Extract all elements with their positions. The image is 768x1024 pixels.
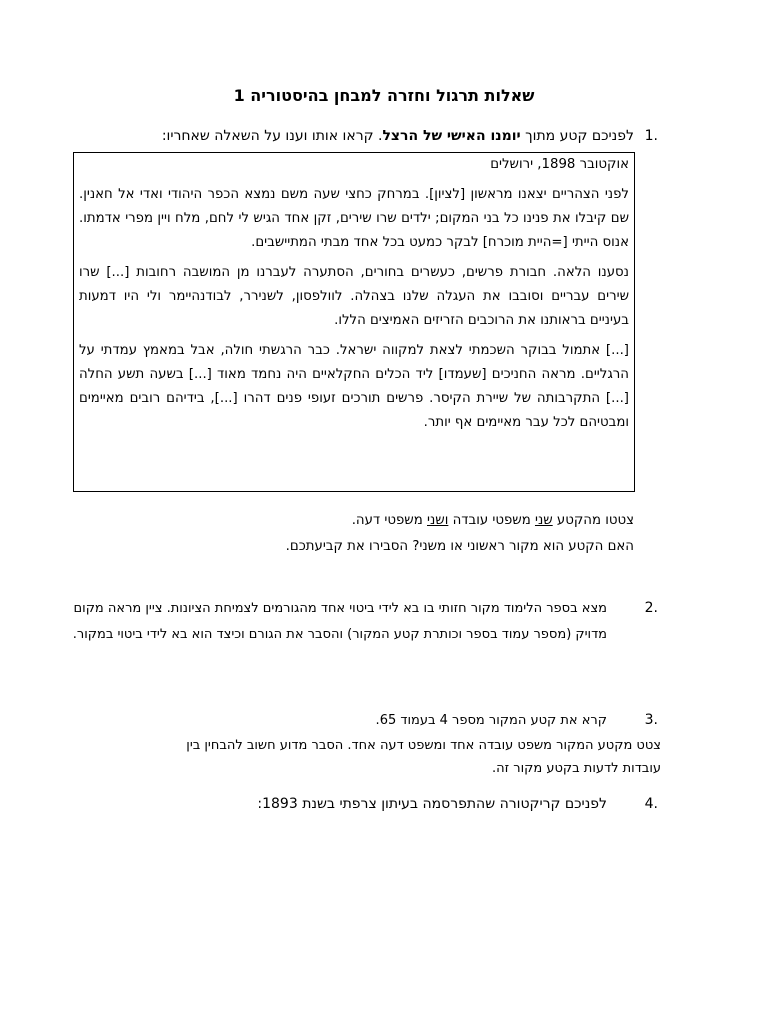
question-1-task-1 [352, 513, 634, 528]
question-3-number: 3. [644, 712, 658, 728]
question-4-number: 4. [644, 796, 658, 812]
task-text: משפטי דעה. [351, 513, 427, 528]
excerpt-paragraph: לפני הצהריים יצאנו מראשון [לציון]. במרחק כחצי שעה משם נמצא הכפר היהודי ואדי אל חאנין. שם קיבלו את פנינו כל בני המקום; ילדים שרו שירים, זקן אחד הגיש לי לחם, מלח ויין מפרי אדמתו. אנוס הייתי [=היית מוכרח] לבקר כמעט בכל אחד מבתי המתיישבים. [79, 187, 629, 250]
excerpt-paragraph: נסענו הלאה. חבורת פרשים, כעשרים בחורים, הסתערה לעברנו מן המושבה רחובות [...] שרו שירים עבריים וסובבו את העגלה שלנו בצהלה. לוולפסון, לשנירר, לבודנהיימר ולי היו דמעות בעיניים בראותנו את הרוכבים הזריזים האמיצים הללו. [79, 265, 629, 328]
question-2-text: מצא בספר הלימוד מקור חזותי בו בא לידי ביטוי אחד מהגורמים לצמיחת הציונות. ציין מראה מקום מדויק (מספר עמוד בספר וכותרת קטע המקור) והסבר את הגורם וכיצד הוא בא לידי ביטוי במקור. [72, 601, 607, 642]
excerpt-paragraph: [...] אתמול בבוקר השכמתי לצאת למקווה ישראל. כבר הרגשתי חולה, אבל במאמץ עמדתי על הרגליים. מראה החניכים [שעמדו] ליד הכלים החקלאיים היה נחמד מאוד [...] בשעה תשע החלה [...] התקרבותה של שיירת הקיסר. פרשים תורכים זעופי פנים דהרו [...], בידיהם רובים מאיימים ומבטיהם לכל עבר מאיימים אף יותר. [79, 343, 629, 430]
intro-text: לפניכם קטע מתוך [520, 128, 634, 144]
task-text: משפטי עובדה [448, 513, 535, 528]
page-title: שאלות תרגול וחזרה למבחן בהיסטוריה 1 [233, 86, 535, 105]
intro-bold-source: יומנו האישי של הרצל [382, 128, 521, 144]
source-excerpt-box [73, 152, 635, 492]
question-2-number: 2. [644, 600, 658, 616]
question-1-number: 1. [644, 128, 658, 144]
question-3-line-2: צטט מקטע המקור משפט עובדה אחד ומשפט דעה אחד. הסבר מדוע חשוב להבחין בין [186, 738, 661, 753]
intro-text-end: . קראו אותו וענו על השאלה שאחריו: [161, 128, 383, 144]
question-1-task-2: האם הקטע הוא מקור ראשוני או משני? הסבירו את קביעתכם. [285, 539, 634, 554]
question-4-text: לפניכם קריקטורה שהתפרסמה בעיתון צרפתי בשנת 1893: [257, 796, 607, 812]
question-1-intro [162, 128, 634, 144]
excerpt-date: אוקטובר 1898, ירושלים [490, 157, 629, 172]
task-text: צטטו מהקטע [552, 513, 634, 528]
task-underline-two: שני [534, 513, 553, 528]
task-underline-and-two: ושני [427, 513, 449, 528]
question-3-line-1: קרא את קטע המקור מספר 4 בעמוד 65. [375, 713, 607, 728]
question-3-line-3: עובדות לדעות בקטע מקור זה. [492, 761, 661, 776]
